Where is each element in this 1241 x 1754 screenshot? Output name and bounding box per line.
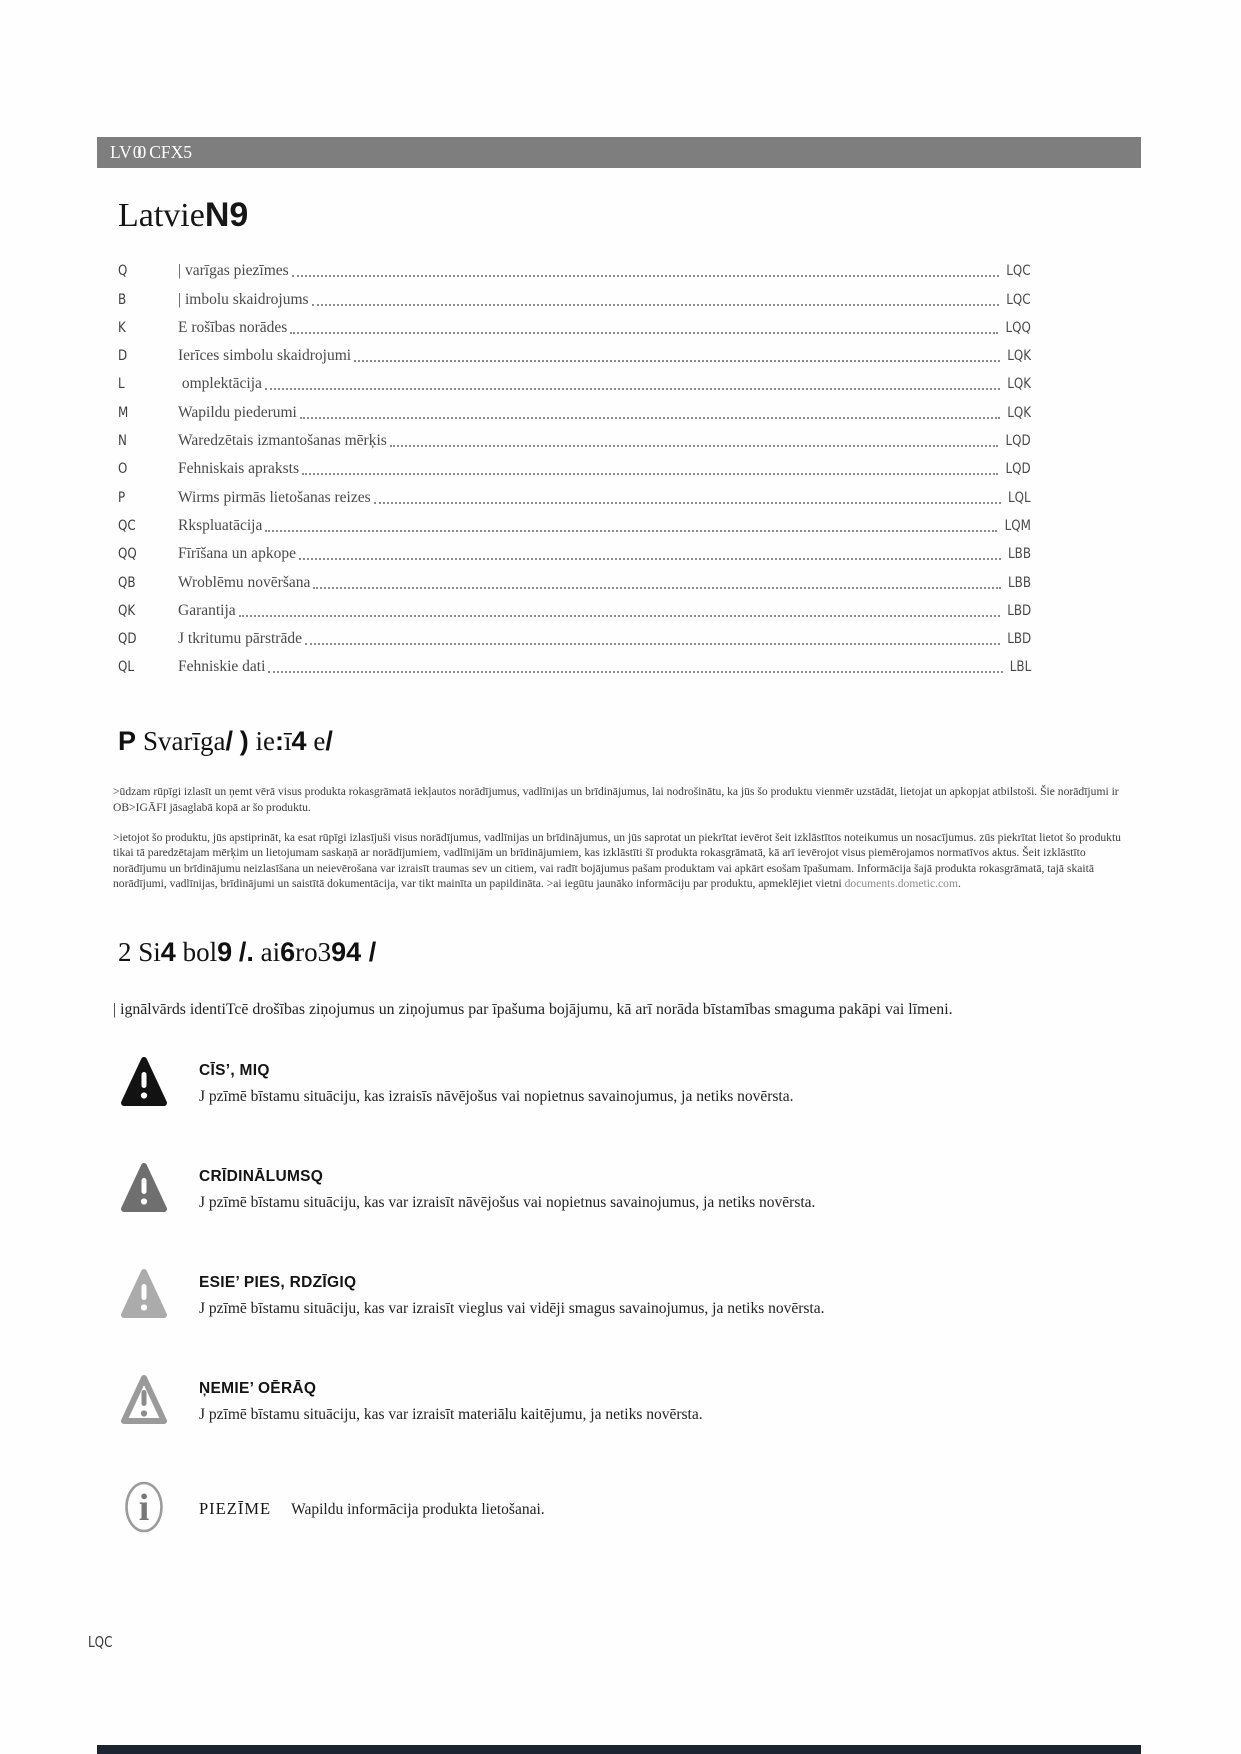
toc-page-number: LQC	[1006, 263, 1031, 280]
section-2-heading	[118, 936, 1141, 969]
toc-page-number: LQK	[1007, 348, 1031, 365]
toc-row[interactable]	[118, 370, 1031, 398]
warning-description: J pzīmē bīstamu situāciju, kas var izraisīt vieglus vai vidēji smagus savainojumus, ja netiks novērsta.	[199, 1300, 825, 1318]
toc-chapter-title: Ierīces simbolu skaidrojumi	[178, 347, 352, 365]
toc-page-number: LQK	[1007, 404, 1031, 421]
toc-row[interactable]	[118, 398, 1031, 426]
toc-chapter-number: Q	[118, 263, 128, 280]
toc-page-number: LBD	[1007, 631, 1031, 648]
toc-chapter-number: QC	[118, 517, 136, 534]
text-run: /.	[238, 937, 254, 968]
warning-body	[199, 1062, 1141, 1107]
toc-chapter-title: J tkritumu pārstrāde	[178, 630, 302, 648]
toc-chapter-title: | varīgas piezīmes	[178, 262, 289, 280]
toc-chapter-title: Waredzētais izmantošanas mērķis	[178, 432, 387, 450]
text-run	[233, 726, 240, 756]
warning-block	[97, 1161, 1141, 1220]
warnings	[97, 1055, 1141, 1540]
toc-chapter-title: Wroblēmu novēršana	[178, 573, 311, 591]
svg-text:i: i	[138, 1487, 150, 1530]
text-run: 4	[160, 937, 176, 968]
text-run: /	[325, 726, 333, 757]
toc-dotted-leader	[302, 473, 998, 475]
toc-chapter-number: O	[118, 461, 128, 478]
warning-body	[199, 1380, 1141, 1425]
footer-bottom-bar	[97, 1745, 1141, 1754]
text-run: ī	[284, 726, 292, 757]
toc-row[interactable]	[118, 257, 1031, 285]
toc-chapter-number: M	[118, 404, 129, 421]
dometic-documents-link[interactable]: documents.dometic.com	[844, 877, 958, 891]
text-run: 2 Si	[118, 937, 161, 968]
header-language-code: LV	[110, 142, 132, 162]
legal-paragraph-2-text: >ietojot šo produktu, jūs apstiprināt, ka esat rūpīgi izlasījuši visus norādījumus, vadlīnijas un brīdinājumus, un jūs saprotat un piekrītat ievērot šeit izklāstītos noteikumus un nosacījumus. zūs piekrītat lietot šo produktu tikai tā paredzētajam mērķim un lietojumam saskaņā ar norādījumiem, vadlīnijām un brīdinājumiem, kas izklāstīti šī produkta rokasgrāmatā, kā arī ievērojot visus piemērojamos normatīvos aktus. Šeit izklāstīto norādījumu un brīdinājumu neizlasīšana un neievērošana var izraisīt traumas sev un citiem, vai radīt bojājumus pašam produktam vai apkārt esošam īpašumam. Informācija šajā produkta rokasgrāmatā, tajā skaitā norādījumi, vadlīnijas, brīdinājumi un saistītā dokumentācija, var tikt mainīta un papildināta. >ai iegūtu jaunāko informāciju par produktu, apmeklējiet vietni	[113, 830, 1121, 891]
toc-dotted-leader	[374, 502, 1002, 504]
info-circle-icon	[120, 1479, 168, 1540]
toc-page-number: LQQ	[1005, 319, 1031, 336]
toc-chapter-number: P	[118, 489, 126, 506]
notice-triangle-icon	[120, 1373, 168, 1432]
toc-dotted-leader	[354, 360, 1000, 362]
warning-signal-word: ŅEMIE’ OĒRĀQ	[199, 1380, 317, 1398]
signal-word-intro: | ignālvārds identiTcē drošības ziņojumus un ziņojumus par īpašuma bojājumu, kā arī norāda bīstamības smaguma pakāpi vai līmeni.	[113, 1001, 953, 1019]
toc-row[interactable]	[118, 568, 1031, 596]
toc-chapter-number: QK	[118, 602, 136, 619]
warning-triangle-icon	[120, 1161, 168, 1220]
toc-chapter-title: E rošības norādes	[178, 318, 288, 336]
toc-chapter-title: omplektācija	[178, 375, 262, 393]
toc-dotted-leader	[300, 417, 1000, 419]
toc-dotted-leader	[305, 643, 1000, 645]
warning-description: J pzīmē bīstamu situāciju, kas var izraisīt nāvējošus vai nopietnus savainojumus, ja netiks novērsta.	[199, 1194, 816, 1212]
warning-description: J pzīmē bīstamu situāciju, kas var izraisīt materiālu kaitējumu, ja netiks novērsta.	[199, 1406, 703, 1424]
text-run: N9	[204, 196, 249, 234]
header-badge: 00	[132, 142, 143, 162]
text-run: ie	[248, 726, 276, 757]
toc-dotted-leader	[292, 275, 1000, 277]
legal-paragraph-2	[113, 830, 1123, 892]
toc-chapter-title: Rkspluatācija	[178, 516, 263, 534]
warning-description: J pzīmē bīstamu situāciju, kas izraisīs nāvējošus vai nopietnus savainojumus, ja netiks novērsta.	[199, 1088, 794, 1106]
warning-signal-word: CĪS’, MIQ	[199, 1062, 270, 1080]
text-run	[232, 937, 239, 967]
toc	[118, 257, 1031, 681]
toc-row[interactable]	[118, 540, 1031, 568]
toc-chapter-number: B	[118, 291, 127, 308]
toc-row[interactable]	[118, 285, 1031, 313]
danger-triangle-icon	[120, 1055, 168, 1114]
toc-chapter-title: | imbolu skaidrojums	[178, 290, 309, 308]
warning-signal-word: ESIE’ PIES, RDZĪGIQ	[199, 1274, 357, 1292]
warning-signal-word: CRĪDINĀLUMSQ	[199, 1168, 324, 1186]
header-model-name: CFX5	[149, 142, 193, 162]
toc-page-number: LBB	[1008, 546, 1031, 563]
text-run: 4	[291, 726, 307, 757]
toc-page-number: LBB	[1008, 574, 1031, 591]
toc-dotted-leader	[239, 615, 1000, 617]
toc-page-number: LQL	[1008, 489, 1031, 506]
warning-body	[199, 1168, 1141, 1213]
toc-dotted-leader	[312, 304, 1000, 306]
toc-row[interactable]	[118, 483, 1031, 511]
toc-chapter-title: Wirms pirmās lietošanas reizes	[178, 488, 371, 506]
toc-chapter-title: Fehniskais apraksts	[178, 460, 299, 478]
toc-row[interactable]	[118, 512, 1031, 540]
text-run: :	[275, 726, 285, 757]
toc-dotted-leader	[313, 587, 1001, 589]
warning-block	[97, 1267, 1141, 1326]
toc-dotted-leader	[290, 332, 998, 334]
warning-signal-word: PIEZĪME	[199, 1499, 272, 1519]
toc-row[interactable]	[118, 625, 1031, 653]
toc-chapter-title: Garantija	[178, 601, 236, 619]
toc-chapter-number: QL	[118, 659, 134, 676]
toc-page-number: LBD	[1007, 602, 1031, 619]
text-run: ro	[295, 937, 318, 968]
warning-block	[97, 1055, 1141, 1114]
toc-row[interactable]	[118, 455, 1031, 483]
text-run: Svarīga	[143, 726, 226, 757]
text-run: 6	[280, 937, 296, 968]
toc-chapter-title: Fehniskie dati	[178, 658, 266, 676]
toc-chapter-number: QB	[118, 574, 136, 591]
toc-page-number: LQK	[1007, 376, 1031, 393]
text-run: P	[118, 726, 144, 757]
text-run: )	[239, 726, 249, 757]
text-run: e	[306, 726, 326, 757]
toc-page-number: LQM	[1004, 517, 1031, 534]
toc-dotted-leader	[390, 445, 999, 447]
section-1-heading	[118, 725, 1141, 758]
toc-chapter-title: Fīrīšana un apkope	[178, 545, 296, 563]
toc-row[interactable]	[118, 597, 1031, 625]
toc-chapter-number: K	[118, 319, 126, 336]
text-run: /	[225, 726, 234, 757]
warning-block	[97, 1479, 1141, 1540]
warning-description: Wapildu informācija produkta lietošanai.	[291, 1501, 545, 1519]
toc-chapter-number: QD	[118, 631, 137, 648]
page-content	[97, 168, 1141, 1587]
toc-page-number: LQD	[1005, 461, 1031, 478]
toc-row[interactable]	[118, 427, 1031, 455]
toc-row[interactable]	[118, 653, 1031, 681]
toc-row[interactable]	[118, 314, 1031, 342]
text-run: 94	[331, 937, 362, 968]
page-header-bar	[97, 137, 1141, 168]
text-run: bol	[175, 937, 218, 968]
footer-page-number: LQC	[88, 1633, 113, 1651]
toc-page-number: LQC	[1006, 291, 1031, 308]
toc-row[interactable]	[118, 342, 1031, 370]
legal-paragraph-1: >ūdzam rūpīgi izlasīt un ņemt vērā visus produkta rokasgrāmatā iekļautos norādījumus, vadlīnijas un brīdinājumus, lai nodrošinātu, ka jūs šo produktu vienmēr uzstādāt, lietojat un apkopjat atbilstoši. Šie norādījumi ir OB>IGĀFI jāsaglabā kopā ar šo produktu.	[113, 785, 1119, 815]
toc-page-number: LBL	[1009, 659, 1031, 676]
toc-chapter-number: N	[118, 433, 127, 450]
text-run: /	[361, 937, 377, 968]
toc-dotted-leader	[268, 671, 1002, 673]
text-run: 3	[317, 937, 332, 968]
toc-chapter-number: L	[118, 376, 125, 393]
warning-block	[97, 1373, 1141, 1432]
toc-dotted-leader	[299, 558, 1001, 560]
text-run: ai	[253, 937, 281, 968]
text-run: Latvie	[118, 197, 205, 234]
warning-body	[199, 1274, 1141, 1319]
toc-chapter-number: D	[118, 348, 128, 365]
toc-dotted-leader	[265, 530, 997, 532]
toc-dotted-leader	[265, 388, 1000, 390]
toc-chapter-number: QQ	[118, 546, 137, 563]
warning-body	[199, 1499, 1141, 1520]
page-title	[118, 195, 1141, 236]
toc-page-number: LQD	[1005, 433, 1031, 450]
legal-paragraph-2-period: .	[957, 877, 961, 891]
text-run: 9	[217, 937, 233, 968]
toc-chapter-title: Wapildu piederumi	[178, 403, 297, 421]
caution-triangle-icon	[120, 1267, 168, 1326]
